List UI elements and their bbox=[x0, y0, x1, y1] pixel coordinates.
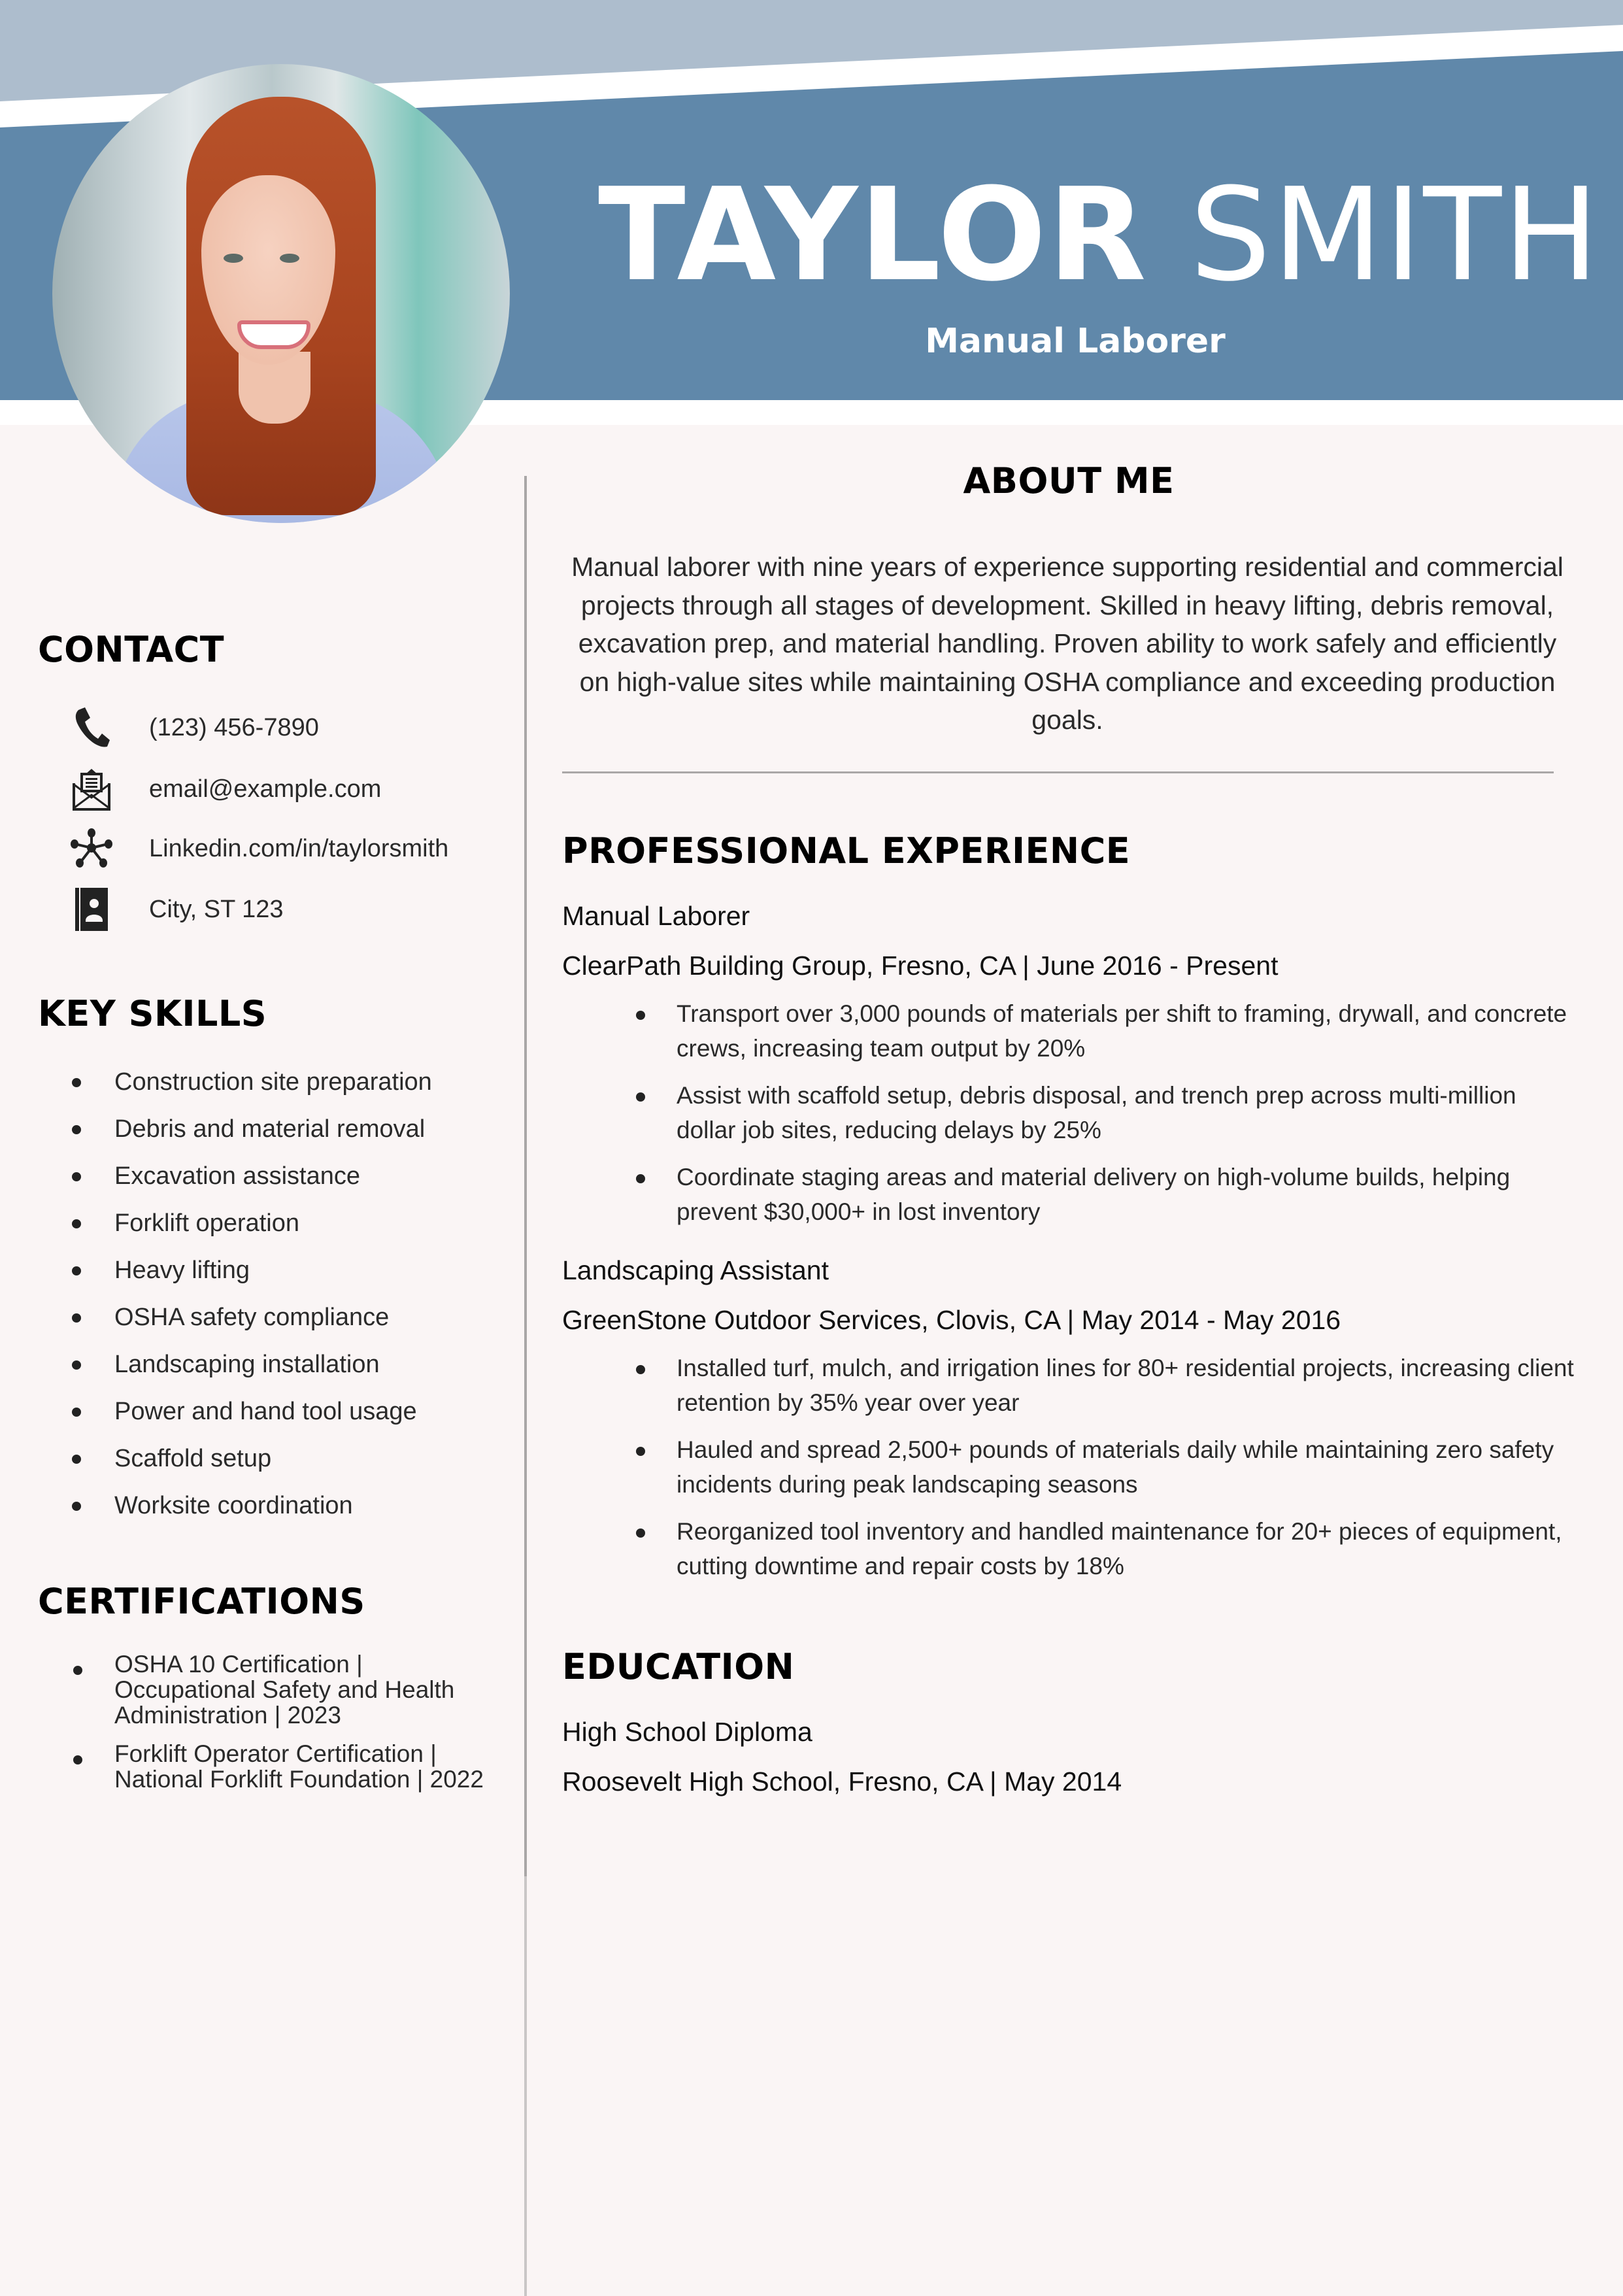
skill-item bbox=[26, 1435, 510, 1482]
bullet-text: Hauled and spread 2,500+ pounds of materials daily while maintaining zero safety incidents during peak landscaping seasons bbox=[677, 1436, 1554, 1498]
certification-text: Forklift Operator Certification | National Forklift Foundation | 2022 bbox=[114, 1740, 484, 1793]
experience-heading: PROFESSIONAL EXPERIENCE bbox=[562, 830, 1131, 871]
education-degree: High School Diploma bbox=[562, 1717, 812, 1747]
job-bullet bbox=[562, 996, 1582, 1066]
contact-linkedin[interactable] bbox=[65, 826, 510, 871]
job-bullet bbox=[562, 1160, 1582, 1229]
job-company-2: GreenStone Outdoor Services, Clovis, CA | May 2014 - May 2016 bbox=[562, 1305, 1341, 1335]
bullet-icon bbox=[72, 1360, 81, 1370]
skill-text: Heavy lifting bbox=[114, 1257, 250, 1284]
skill-item bbox=[26, 1153, 510, 1200]
bullet-icon bbox=[636, 1447, 645, 1456]
skill-text: OSHA safety compliance bbox=[114, 1304, 390, 1331]
certifications-heading: CERTIFICATIONS bbox=[38, 1581, 365, 1622]
linkedin-text: Linkedin.com/in/taylorsmith bbox=[149, 834, 449, 862]
bullet-text: Transport over 3,000 pounds of materials per shift to framing, drywall, and concrete crews, increasing team output by 20% bbox=[677, 1000, 1567, 1062]
job-title-1: Manual Laborer bbox=[562, 901, 750, 931]
skill-item bbox=[26, 1388, 510, 1435]
about-heading: ABOUT ME bbox=[963, 460, 1175, 501]
bullet-icon bbox=[636, 1174, 645, 1183]
network-icon bbox=[65, 826, 118, 871]
certification-text: OSHA 10 Certification | Occupational Safety and Health Administration | 2023 bbox=[114, 1651, 455, 1729]
about-text: Manual laborer with nine years of experience supporting residential and commercial projects through all stages of development. Skilled in heavy lifting, debris removal, excavation prep, and material handling. Proven ability to work safely and efficiently on high-value sites while maintaining OSHA compliance and exceeding production goals. bbox=[571, 552, 1564, 735]
first-name: TAYLOR bbox=[598, 161, 1148, 310]
job-bullets-2 bbox=[562, 1351, 1582, 1596]
bullet-icon bbox=[636, 1365, 645, 1374]
skill-text: Worksite coordination bbox=[114, 1492, 353, 1519]
address-book-icon bbox=[65, 886, 118, 932]
bullet-icon bbox=[72, 1408, 81, 1417]
job-bullet bbox=[562, 1351, 1582, 1420]
education-heading: EDUCATION bbox=[562, 1646, 795, 1687]
certification-item bbox=[26, 1651, 500, 1728]
bullet-text: Assist with scaffold setup, debris disposal, and trench prep across multi-million dollar job sites, reducing delays by 25% bbox=[677, 1082, 1516, 1143]
bullet-icon bbox=[636, 1528, 645, 1538]
skill-text: Forklift operation bbox=[114, 1209, 300, 1237]
job-bullet bbox=[562, 1078, 1582, 1147]
candidate-name bbox=[598, 161, 1601, 310]
skill-item bbox=[26, 1106, 510, 1153]
skill-text: Landscaping installation bbox=[114, 1351, 380, 1378]
bullet-icon bbox=[72, 1266, 81, 1275]
skill-item bbox=[26, 1294, 510, 1341]
skill-item bbox=[26, 1200, 510, 1247]
section-rule bbox=[562, 771, 1554, 773]
bullet-icon bbox=[72, 1219, 81, 1228]
job-bullet bbox=[562, 1432, 1582, 1502]
skill-item bbox=[26, 1058, 510, 1106]
bullet-icon bbox=[72, 1078, 81, 1087]
contact-address[interactable] bbox=[65, 886, 510, 932]
skill-item bbox=[26, 1341, 510, 1388]
job-company-1: ClearPath Building Group, Fresno, CA | June 2016 - Present bbox=[562, 951, 1279, 981]
bullet-text: Reorganized tool inventory and handled maintenance for 20+ pieces of equipment, cutting downtime and repair costs by 18% bbox=[677, 1518, 1562, 1579]
phone-text: (123) 456-7890 bbox=[149, 713, 319, 741]
skills-heading: KEY SKILLS bbox=[38, 993, 267, 1034]
bullet-text: Installed turf, mulch, and irrigation lines for 80+ residential projects, increasing client retention by 35% year over year bbox=[677, 1355, 1574, 1416]
skill-item bbox=[26, 1482, 510, 1529]
certifications-list bbox=[26, 1651, 500, 1805]
profile-photo bbox=[52, 64, 510, 523]
bullet-icon bbox=[72, 1455, 81, 1464]
column-divider bbox=[524, 476, 527, 1876]
certification-item bbox=[26, 1741, 500, 1792]
bullet-icon bbox=[636, 1011, 645, 1020]
address-text: City, ST 123 bbox=[149, 895, 284, 923]
bullet-icon bbox=[72, 1172, 81, 1181]
photo-eye-right bbox=[280, 254, 299, 263]
job-title: Manual Laborer bbox=[925, 322, 1226, 361]
skill-text: Debris and material removal bbox=[114, 1115, 426, 1143]
contact-email[interactable] bbox=[65, 766, 510, 812]
envelope-icon bbox=[65, 766, 118, 812]
photo-mouth bbox=[237, 320, 310, 349]
skill-text: Construction site preparation bbox=[114, 1068, 432, 1096]
email-text: email@example.com bbox=[149, 775, 382, 803]
bullet-icon bbox=[73, 1755, 82, 1764]
column-divider-lower bbox=[524, 1876, 527, 2296]
bullet-text: Coordinate staging areas and material delivery on high-volume builds, helping prevent $30,000+ in lost inventory bbox=[677, 1164, 1511, 1225]
skills-list bbox=[26, 1058, 510, 1529]
job-bullet bbox=[562, 1514, 1582, 1583]
skill-text: Excavation assistance bbox=[114, 1162, 360, 1190]
photo-eye-left bbox=[224, 254, 243, 263]
contact-phone[interactable] bbox=[65, 705, 510, 751]
skill-item bbox=[26, 1247, 510, 1294]
bullet-icon bbox=[73, 1666, 82, 1675]
bullet-icon bbox=[636, 1092, 645, 1102]
phone-icon bbox=[65, 705, 118, 751]
last-name: SMITH bbox=[1190, 161, 1601, 310]
contact-heading: CONTACT bbox=[38, 629, 225, 670]
education-school: Roosevelt High School, Fresno, CA | May 2014 bbox=[562, 1766, 1122, 1797]
bullet-icon bbox=[72, 1125, 81, 1134]
job-title-2: Landscaping Assistant bbox=[562, 1255, 829, 1285]
bullet-icon bbox=[72, 1502, 81, 1511]
job-bullets-1 bbox=[562, 996, 1582, 1241]
skill-text: Scaffold setup bbox=[114, 1445, 272, 1472]
bullet-icon bbox=[72, 1313, 81, 1323]
skill-text: Power and hand tool usage bbox=[114, 1398, 417, 1425]
